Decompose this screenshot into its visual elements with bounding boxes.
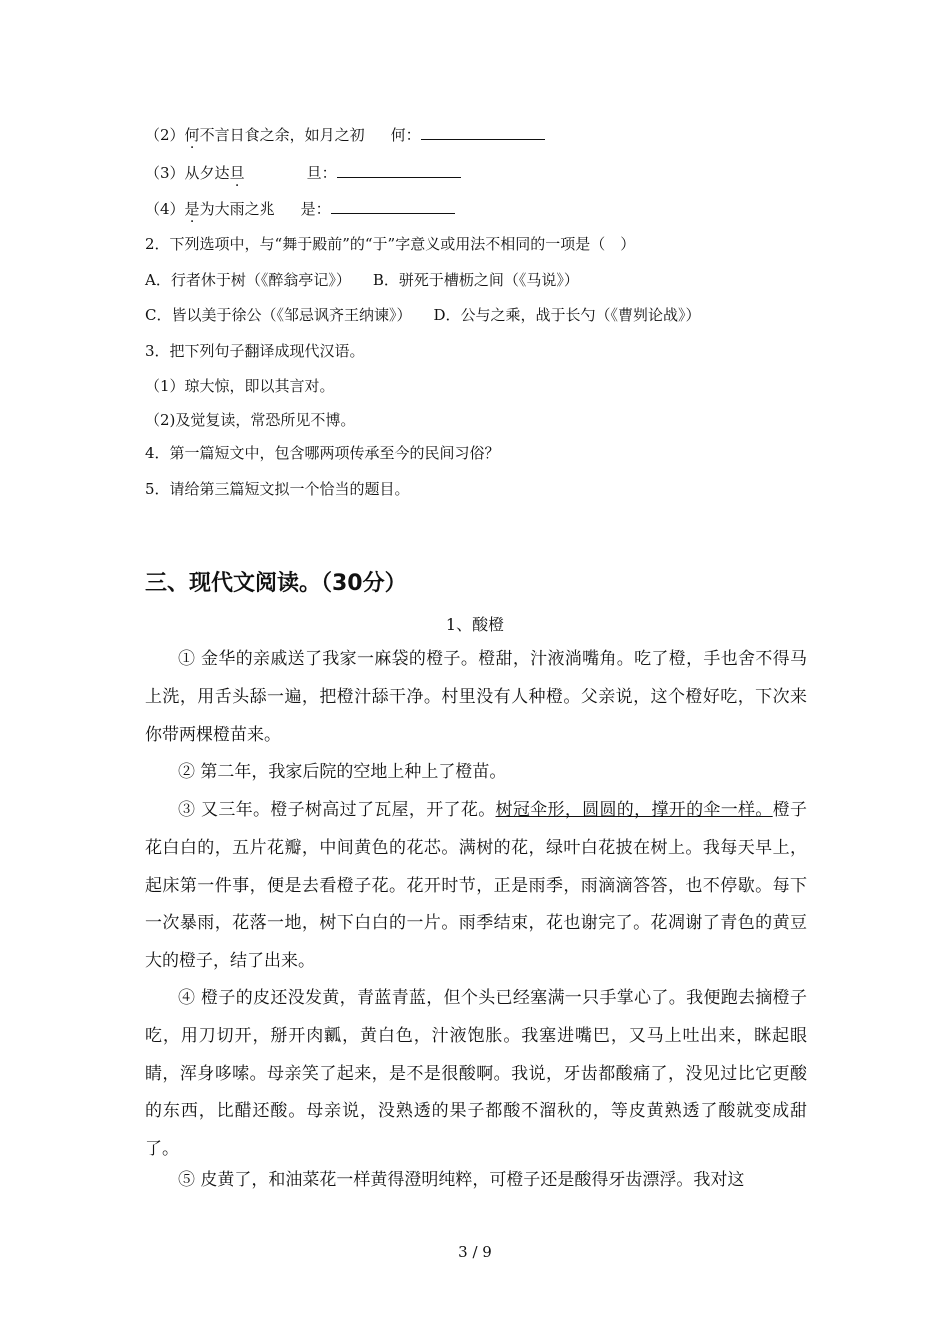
q2-options-cd xyxy=(145,305,701,325)
article-title: 1、酸橙 xyxy=(445,615,505,634)
q2-option-c: C．皆以美于徐公（《邹忌讽齐王纳谏》） xyxy=(145,306,412,324)
underlined-sentence: 树冠伞形，圆圆的，撑开的伞一样。 xyxy=(495,800,773,820)
dotted-char: 旦 xyxy=(229,164,245,182)
dotted-char: 何 xyxy=(184,126,200,144)
q2-options-ab xyxy=(145,270,579,290)
paragraph-2: ② 第二年，我家后院的空地上种上了橙苗。 xyxy=(178,762,507,782)
paragraph-3: ③ 又三年。橙子树高过了瓦屋，开了花。树冠伞形，圆圆的，撑开的伞一样。橙子花白白的，五片花瓣，中间黄色的花芯。满树的花，绿叶白花披在树上。我每天早上，起床第一件事，便是去看橙子花。花开时节，正是雨季，雨滴滴答答，也不停歇。每下一次暴雨，花落一地，树下白白的一片。雨季结束，花也谢完了。花凋谢了青色的黄豆大的橙子，结了出来。 xyxy=(145,800,808,972)
answer-blank[interactable] xyxy=(337,162,461,178)
q2-option-d: D．公与之乘，战于长勺（《曹刿论战》） xyxy=(433,306,701,324)
q1-item-4: （4）是为大雨之兆 是： xyxy=(145,198,455,219)
q3-sentence-1: （1）琼大惊，即以其言对。 xyxy=(145,377,335,395)
dotted-char: 是 xyxy=(184,200,200,218)
paragraph-4: ④ 橙子的皮还没发黄，青蓝青蓝，但个头已经塞满一只手掌心了。我便跑去摘橙子吃，用刀切开，掰开肉瓤，黄白色，汁液饱胀。我塞进嘴巴，又马上吐出来，眯起眼睛，浑身哆嗦。母亲笑了起来，是不是很酸啊。我说，牙齿都酸痛了，没见过比它更酸的东西，比醋还酸。母亲说，没熟透的果子都酸不溜秋的，等皮黄熟透了酸就变成甜了。 xyxy=(145,988,807,1160)
paragraph-5: ⑤ 皮黄了，和油菜花一样黄得澄明纯粹，可橙子还是酸得牙齿漂浮。我对这 xyxy=(178,1170,745,1190)
q3-stem: 3．把下列句子翻译成现代汉语。 xyxy=(145,342,365,360)
q2-stem: 2．下列选项中，与“舞于殿前”的“于”字意义或用法不相同的一项是（ ） xyxy=(145,235,636,253)
q4: 4．第一篇短文中，包含哪两项传承至今的民间习俗？ xyxy=(145,444,500,462)
q1-item-2: （2）何不言日食之余，如月之初 何： xyxy=(145,124,545,145)
q2-option-b: B．骈死于槽枥之间（《马说》） xyxy=(372,271,579,289)
section-heading: 三、现代文阅读。（30分） xyxy=(145,571,407,596)
q5: 5．请给第三篇短文拟一个恰当的题目。 xyxy=(145,480,410,498)
paragraph-1: ① 金华的亲戚送了我家一麻袋的橙子。橙甜，汁液淌嘴角。吃了橙，手也舍不得马上洗，用舌头舔一遍，把橙汁舔干净。村里没有人种橙。父亲说，这个橙好吃，下次来你带两棵橙苗来。 xyxy=(145,649,807,745)
page-number: 3 / 9 xyxy=(458,1243,492,1261)
q1-item-3: （3）从夕达旦 旦： xyxy=(145,162,461,183)
q3-sentence-2: （2)及觉复读，常恐所见不博。 xyxy=(145,411,356,429)
answer-blank[interactable] xyxy=(331,198,455,214)
q2-option-a: A．行者休于树（《醉翁亭记》） xyxy=(145,271,351,289)
answer-blank[interactable] xyxy=(421,124,545,140)
